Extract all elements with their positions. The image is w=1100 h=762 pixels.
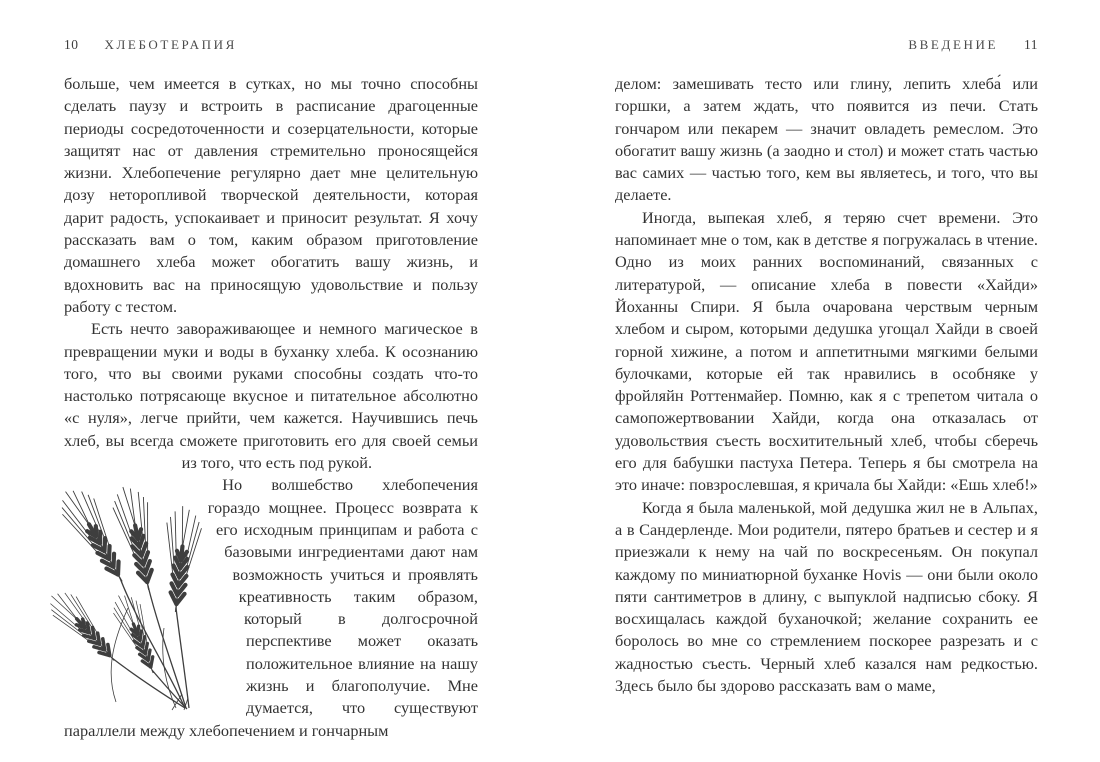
running-title-right: ВВЕДЕНИЕ (908, 37, 998, 52)
paragraph-left-2 (64, 318, 478, 474)
page-right (615, 37, 1038, 697)
paragraph-right-1: делом: замешивать тесто или глину, лепить хлеба́ или горшки, а затем ждать, что появится из печи. Стать гончаром или пекарем — значит овладеть ремеслом. Это обогатит вашу жизнь (а заодно и стол) и может стать частью вас самих — частью того, кем вы являетесь, и того, что вы делаете. (615, 74, 1038, 205)
page-number-left: 10 (64, 37, 79, 52)
page-left (64, 37, 478, 742)
running-title-left: ХЛЕБОТЕРАПИЯ (104, 37, 237, 52)
paragraph-left-2-wrap-text: семьи из того, что есть под рукой. (181, 430, 478, 473)
paragraph-right-3: Когда я была маленькой, мой дедушка жил не в Альпах, а в Сандерленде. Мои родители, пятеро братьев и сестер и я приезжали к нему на чай по воскресеньям. Он покупал каждому по миниатюрной буханке Hovis — они были около пяти сантиметров в длину, с выпуклой надписью сбоку. Я восхищалась каждой буханочкой; желание сохранить ее боролось во мне со стремлением поскорее разрезать и с жадностью съесть. Черный хлеб казался нам редкостью. Здесь было бы здорово рассказать вам о маме, (615, 497, 1038, 696)
running-head-left (64, 37, 478, 53)
wheat-illustration (64, 458, 234, 710)
running-head-right (615, 37, 1038, 53)
page-body-left (64, 73, 478, 742)
paragraph-left-2-text: Есть нечто завораживающее и немного магическое в превращении муки и воды в буханку хлеба. К осознанию того, что вы своими руками способны создать что-то настолько потрясающе вкусное и питательное абсолютно «с нуля», легче прийти, чем кажется. Научившись печь хлеб, вы всегда сможете приготовить его для своей (64, 319, 478, 450)
paragraph-right-2: Иногда, выпекая хлеб, я теряю счет времени. Это напоминает мне о том, как в детстве я погружалась в чтение. Одно из моих ранних воспоминаний, связанных с литературой, — описание хлеба в повести «Хайди» Йоханны Спири. Я была очарована черствым черным хлебом и сыром, которыми дедушка угощал Хайди в своей горной хижине, а потом и аппетитными мягкими белыми булочками, которые ей так нравились в особняке у фройляйн Роттенмайер. Помню, как я с трепетом читала о самопожертвовании Хайди, когда она отказалась от удовольствия съесть восхитительный хлеб, чтобы сберечь его для бабушки пастуха Петера. Теперь я бы смотрела на это иначе: повзрослевшая, я кричала бы Хайди: «Ешь хлеб!» (615, 207, 1038, 495)
paragraph-left-3: Но волшебство хлебопечения гораздо мощнее. Процесс возврата к его исходным принципам и работа с базовыми ингредиентами дают нам возможность учиться и проявлять креативность таким образом, который в долгосрочной перспективе может оказать положительное влияние на нашу жизнь и благополучие. Мне думается, что существуют параллели между хлебопечением и гончарным (64, 475, 478, 740)
paragraph-left-1: больше, чем имеется в сутках, но мы точно способны сделать паузу и встроить в расписание драгоценные периоды сосредоточенности и созерцательности, которые защитят нас от давления стремительно проносящейся жизни. Хлебопечение регулярно дает мне целительную дозу неторопливой творческой деятельности, которая дарит радость, успокаивает и приносит результат. Я хочу рассказать вам о том, каким образом приготовление домашнего хлеба может обогатить вашу жизнь, и вдохновить вас на приносящую удовольствие и пользу работу с тестом. (64, 74, 478, 316)
page-body-right (615, 73, 1038, 697)
page-number-right: 11 (1024, 37, 1038, 52)
wheat-ears-icon (64, 458, 234, 710)
